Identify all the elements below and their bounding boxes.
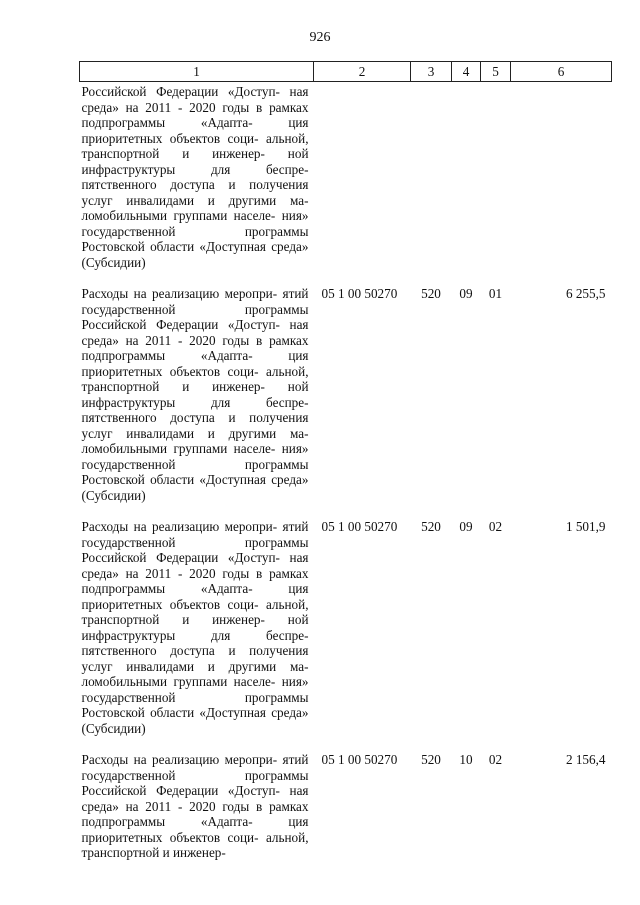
description-line: ция приоритетных объектов соци- <box>81 348 309 379</box>
amount-value <box>511 82 612 283</box>
description-line: Расходы на реализацию меропри- <box>81 286 278 301</box>
section-code: 10 <box>459 752 473 767</box>
description-line: ятий государственной программы <box>81 752 309 783</box>
description-line: среда» (Субсидии) <box>81 472 309 503</box>
description-line: пятственного доступа и получения <box>81 177 309 192</box>
description-line: ная среда» на 2011 - 2020 годы в <box>81 84 309 115</box>
subsection-code: 01 <box>488 286 503 301</box>
description-line: ния» государственной программы <box>81 208 309 239</box>
description-line: услуг инвалидами и другими ма- <box>81 425 309 441</box>
table-body <box>80 82 612 873</box>
description-line: ция приоритетных объектов соци- <box>81 115 309 146</box>
table-row <box>80 748 612 873</box>
column-header-3: 3 <box>411 62 452 82</box>
expense-description <box>80 748 314 873</box>
description-line: рамках подпрограммы «Адапта- <box>81 332 309 363</box>
description-line: альной, транспортной и инженер- <box>81 829 309 860</box>
expense-type-code <box>411 82 452 283</box>
description-line: рамках подпрограммы «Адапта- <box>81 798 309 829</box>
description-line: ция приоритетных объектов соци- <box>81 581 309 612</box>
column-header-2: 2 <box>314 62 411 82</box>
description-line: Ростовской области «Доступная <box>81 472 266 487</box>
description-line: ной инфраструктуры для беспре- <box>81 146 309 177</box>
description-line: Российской Федерации «Доступ- <box>81 84 280 99</box>
page-number: 926 <box>309 30 331 45</box>
description-line: Ростовской области «Доступная <box>81 239 266 254</box>
expense-description <box>80 282 314 515</box>
column-header-5: 5 <box>481 62 511 82</box>
description-line: ломобильными группами населе- <box>81 441 276 456</box>
section-code <box>452 82 481 283</box>
table-row <box>80 282 612 515</box>
amount-value: 6 255,5 <box>565 286 606 301</box>
description-line: ной инфраструктуры для беспре- <box>81 379 309 410</box>
expense-type-code: 520 <box>421 286 441 301</box>
subsection-code: 02 <box>488 519 503 534</box>
expense-type-code: 520 <box>421 519 441 534</box>
description-line: рамках подпрограммы «Адапта- <box>81 99 309 130</box>
description-line: ная среда» на 2011 - 2020 годы в <box>81 317 309 348</box>
description-line: Российской Федерации «Доступ- <box>81 317 280 332</box>
expense-type-code: 520 <box>421 752 441 767</box>
description-line: ная среда» на 2011 - 2020 годы в <box>81 783 309 814</box>
amount-value: 1 501,9 <box>565 519 606 534</box>
section-code: 09 <box>459 286 473 301</box>
description-line: Российской Федерации «Доступ- <box>81 550 280 565</box>
description-line: альной, транспортной и инженер- <box>81 363 309 394</box>
table-header <box>80 62 612 82</box>
section-code: 09 <box>459 519 473 534</box>
expense-description <box>80 82 314 283</box>
target-article-code: 05 1 00 50270 <box>321 286 398 301</box>
column-header-4: 4 <box>452 62 481 82</box>
description-line: услуг инвалидами и другими ма- <box>81 192 309 208</box>
target-article-code: 05 1 00 50270 <box>321 752 398 767</box>
description-line: ломобильными группами населе- <box>81 674 276 689</box>
subsection-code: 02 <box>488 752 503 767</box>
description-line: альной, транспортной и инженер- <box>81 130 309 161</box>
budget-table <box>79 61 612 873</box>
description-line: ятий государственной программы <box>81 286 309 317</box>
amount-value: 2 156,4 <box>565 752 606 767</box>
description-line: Ростовской области «Доступная <box>81 705 266 720</box>
description-line: пятственного доступа и получения <box>81 643 309 658</box>
description-line: ная среда» на 2011 - 2020 годы в <box>81 550 309 581</box>
description-line: ния» государственной программы <box>81 674 309 705</box>
description-line: ной инфраструктуры для беспре- <box>81 612 309 643</box>
description-line: Расходы на реализацию меропри- <box>81 519 278 534</box>
table-row <box>80 82 612 283</box>
header-row <box>80 62 612 82</box>
column-header-1: 1 <box>80 62 314 82</box>
description-line: Российской Федерации «Доступ- <box>81 783 280 798</box>
table-row <box>80 515 612 748</box>
description-line: среда» (Субсидии) <box>81 239 309 270</box>
description-line: ятий государственной программы <box>81 519 309 550</box>
description-line: Расходы на реализацию меропри- <box>81 752 278 767</box>
target-article-code <box>314 82 411 283</box>
expense-description <box>80 515 314 748</box>
description-line: среда» (Субсидии) <box>81 705 309 736</box>
description-line: ция приоритетных объектов соци- <box>81 814 309 845</box>
description-line: пятственного доступа и получения <box>81 410 309 425</box>
target-article-code: 05 1 00 50270 <box>321 519 398 534</box>
description-line: ния» государственной программы <box>81 441 309 472</box>
description-line: услуг инвалидами и другими ма- <box>81 658 309 674</box>
description-line: ломобильными группами населе- <box>81 208 276 223</box>
subsection-code <box>481 82 511 283</box>
column-header-6: 6 <box>511 62 612 82</box>
description-line: альной, транспортной и инженер- <box>81 596 309 627</box>
description-line: рамках подпрограммы «Адапта- <box>81 565 309 596</box>
